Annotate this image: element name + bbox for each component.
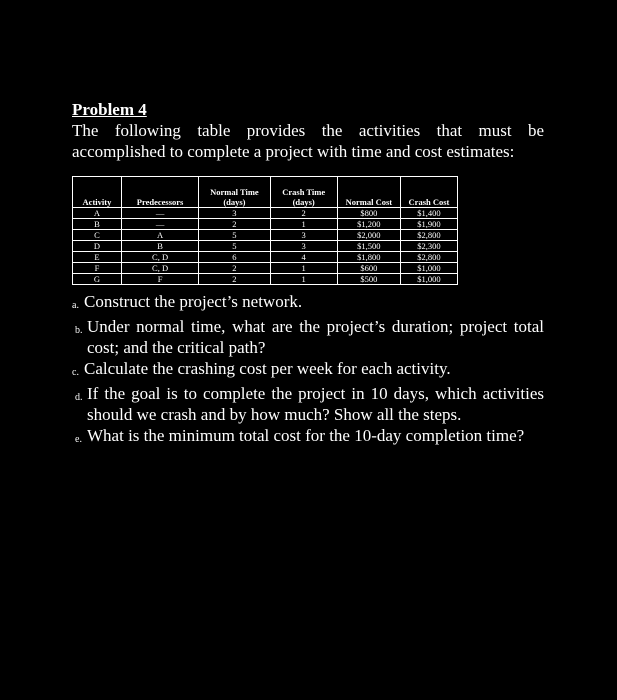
table-cell: 4 — [270, 252, 337, 263]
col-header-normal-time: Normal Time (days) — [199, 177, 270, 208]
question-c — [72, 358, 544, 383]
table-cell: $2,000 — [337, 230, 400, 241]
activity-table — [72, 176, 458, 285]
table-cell: 1 — [270, 219, 337, 230]
table-cell: B — [73, 219, 122, 230]
table-cell: $1,800 — [337, 252, 400, 263]
table-cell: — — [121, 208, 198, 219]
table-cell: 5 — [199, 241, 270, 252]
question-list — [72, 291, 544, 450]
question-text: Construct the project’s network. — [84, 292, 303, 311]
col-header-predecessors: Predecessors — [121, 177, 198, 208]
activity-table-wrapper — [72, 176, 458, 285]
table-cell: $1,500 — [337, 241, 400, 252]
table-row — [73, 252, 458, 263]
table-cell: $2,800 — [400, 230, 457, 241]
question-letter: e. — [75, 434, 82, 445]
table-cell: 2 — [199, 219, 270, 230]
table-cell: A — [73, 208, 122, 219]
table-cell: $500 — [337, 274, 400, 285]
table-cell: C, D — [121, 252, 198, 263]
question-b — [72, 316, 544, 358]
table-cell: 2 — [270, 208, 337, 219]
question-text: If the goal is to complete the project in 10 days, which activities should we crash and by how much? Show all the steps. — [87, 384, 544, 424]
table-cell: 3 — [199, 208, 270, 219]
table-cell: 5 — [199, 230, 270, 241]
table-cell: G — [73, 274, 122, 285]
question-letter: a. — [72, 300, 79, 311]
table-cell: B — [121, 241, 198, 252]
table-cell: $800 — [337, 208, 400, 219]
problem-intro: The following table provides the activities that must be accomplished to complete a project with time and cost estimates: — [72, 121, 544, 161]
table-cell: $2,800 — [400, 252, 457, 263]
table-cell: 2 — [199, 263, 270, 274]
problem-title: Problem 4 — [72, 100, 147, 119]
table-cell: 3 — [270, 241, 337, 252]
table-cell: 1 — [270, 274, 337, 285]
table-cell: $1,400 — [400, 208, 457, 219]
table-row — [73, 208, 458, 219]
question-letter: c. — [72, 367, 79, 378]
col-header-activity: Activity — [73, 177, 122, 208]
table-cell: $1,900 — [400, 219, 457, 230]
question-letter: d. — [75, 392, 83, 403]
table-cell: C, D — [121, 263, 198, 274]
table-cell: $600 — [337, 263, 400, 274]
table-cell: A — [121, 230, 198, 241]
table-cell: — — [121, 219, 198, 230]
question-e — [72, 425, 544, 450]
table-row — [73, 219, 458, 230]
question-text: Calculate the crashing cost per week for each activity. — [84, 359, 451, 378]
table-cell: 3 — [270, 230, 337, 241]
table-header-row — [73, 177, 458, 208]
table-cell: E — [73, 252, 122, 263]
table-cell: F — [121, 274, 198, 285]
table-cell: $1,000 — [400, 274, 457, 285]
table-row — [73, 274, 458, 285]
table-cell: 1 — [270, 263, 337, 274]
table-cell: $1,000 — [400, 263, 457, 274]
problem-document — [72, 100, 544, 450]
table-cell: 6 — [199, 252, 270, 263]
question-letter: b. — [75, 325, 83, 336]
question-text: What is the minimum total cost for the 10-day completion time? — [87, 426, 525, 445]
question-a — [72, 291, 544, 316]
table-cell: $2,300 — [400, 241, 457, 252]
question-d — [72, 383, 544, 425]
col-header-normal-cost: Normal Cost — [337, 177, 400, 208]
table-row — [73, 263, 458, 274]
table-cell: $1,200 — [337, 219, 400, 230]
table-cell: D — [73, 241, 122, 252]
col-header-crash-time: Crash Time (days) — [270, 177, 337, 208]
table-row — [73, 241, 458, 252]
table-cell: C — [73, 230, 122, 241]
table-cell: F — [73, 263, 122, 274]
table-cell: 2 — [199, 274, 270, 285]
table-row — [73, 230, 458, 241]
col-header-crash-cost: Crash Cost — [400, 177, 457, 208]
question-text: Under normal time, what are the project’s duration; project total cost; and the critical path? — [87, 317, 544, 357]
